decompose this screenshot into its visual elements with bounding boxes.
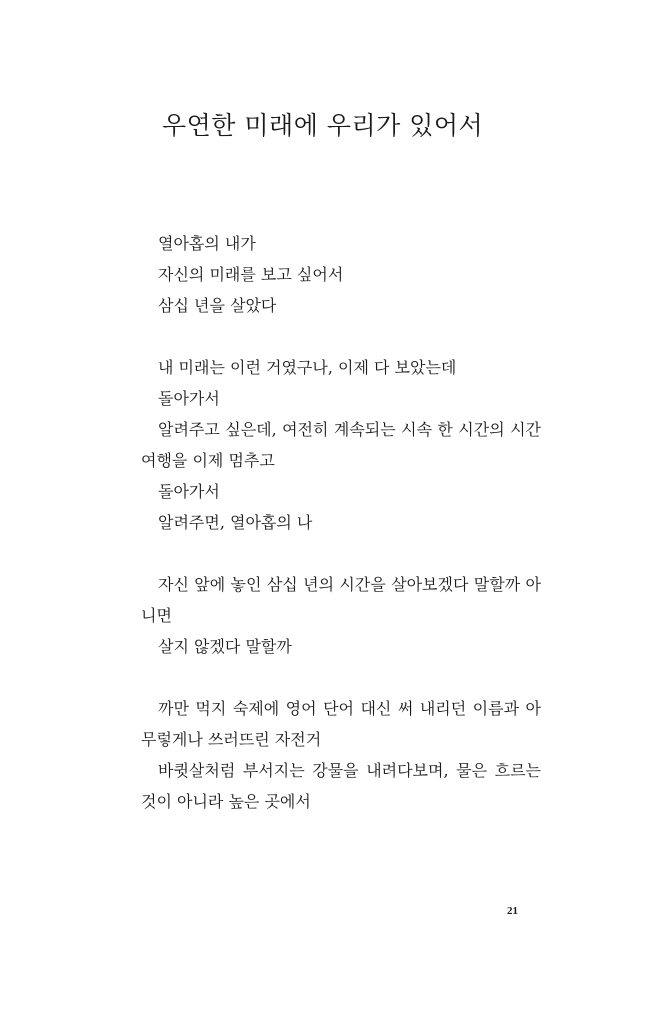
- stanza-3: [141, 569, 541, 662]
- stanza-gap: [141, 662, 541, 693]
- stanza-2: [141, 352, 541, 538]
- poem-line: 돌아가서: [158, 482, 220, 501]
- poem-body: [141, 228, 541, 817]
- poem-line: 까만 먹지 숙제에 영어 단어 대신 써 내리던 이름과 아무렇게나 쓰러뜨린 자전거: [141, 699, 541, 749]
- poem-line: 바큇살처럼 부서지는 강물을 내려다보며, 물은 흐르는 것이 아니라 높은 곳에서: [141, 761, 541, 811]
- poem-line: 알려주면, 열아홉의 나: [158, 513, 313, 532]
- poem-line: 알려주고 싶은데, 여전히 계속되는 시속 한 시간의 시간 여행을 이제 멈추고: [141, 420, 541, 470]
- poem-line: 열아홉의 내가: [158, 234, 256, 253]
- poem-line: 삼십 년을 살았다: [158, 296, 277, 315]
- stanza-gap: [141, 321, 541, 352]
- page-number: 21: [507, 905, 518, 917]
- poem-line: 돌아가서: [158, 389, 220, 408]
- poem-line: 자신의 미래를 보고 싶어서: [158, 265, 344, 284]
- stanza-gap: [141, 538, 541, 569]
- poem-title: 우연한 미래에 우리가 있어서: [162, 111, 484, 140]
- poem-line: 살지 않겠다 말할까: [158, 637, 292, 656]
- stanza-4: [141, 693, 541, 817]
- poem-line: 자신 앞에 놓인 삼십 년의 시간을 살아보겠다 말할까 아니면: [141, 575, 541, 625]
- stanza-1: [141, 228, 541, 321]
- poem-line: 내 미래는 이런 거였구나, 이제 다 보았는데: [158, 358, 457, 377]
